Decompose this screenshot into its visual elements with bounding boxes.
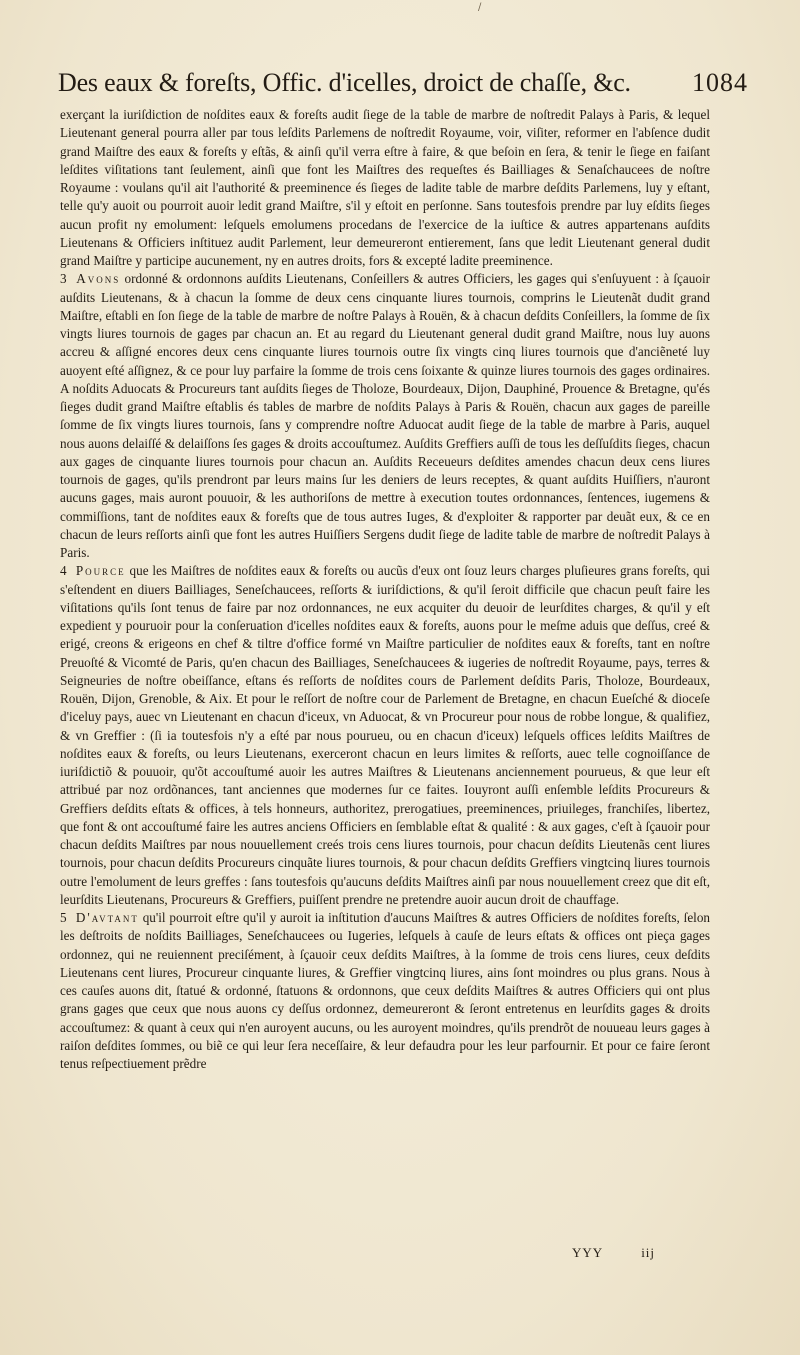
paragraph-text: ordonné & ordonnons auſdits Lieutenans, Conſeillers & autres Officiers, les gages qui s'enſuyuent : à ſçauoir auſdits Lieutenans, & à chacun la ſomme de deux cens cinquante liures tournois, comprins le Lieutenãt dudit grand Maiſtre, eſtabli en ſon ſiege de la table de marbre de noſtre Palays à Rouën, & à chacun deſdits Conſeillers, la ſomme de ſix vingts liures tournois de gages par chacun an. Et au regard du Lieutenant general dudit grand Maiſtre, nous luy auons accreu & aſſigné encores deux cens cinquante liures tournois outre ſix vingts cinq liures tournois que d'anciẽneté luy auoyent eſté aſſignez, & ce pour luy parfaire la ſomme de trois cens ſoixante & quinze liures tournois des gages ordinaires. A noſdits Aduocats & Procureurs tant auſdits ſieges de Tholoze, Bourdeaux, Dijon, Dauphiné, Prouence & Bretagne, qu'és ſieges dudit grand Maiſtre eſtablis és tables de marbre de noſdits Palays à Paris & Rouën, chacun aux gages de pareille ſomme de ſix vingts liures tournois, ſans y comprendre noſtre Aduocat audit ſiege de la table de marbre à Paris, auquel nous auons delaiſſé & delaiſſons ſes gages & droits accouſtumez. Auſdits Greffiers auſſi de tous les deſſuſdits ſieges, chacun aux gages de cinquante liures tournois pour chacun an. Auſdits Receueurs deſdites amendes chacun deux cens liures tournois de gages, qu'ils prendront par leurs mains ſur les deniers de leurs receptes, & quant auſdits Huiſſiers, n'auront aucuns gages, mais auront pouuoir, & les authoriſons de mettre à execution toutes ordonnances, ſentences, iugemens & commiſſions, tant de noſdites eaux & foreſts que de tous autres Iuges, & d'exploiter & rapporter par deuãt eux, & ce en chacun de leurs reſſorts ainſi que font les autres Huiſſiers Sergens dudit ſiege de ladite table de marbre de noſtredit Palays à Paris. (60, 271, 711, 560)
article-lead-word: Pource (75, 563, 126, 579)
article-3 (60, 270, 710, 562)
running-header (58, 68, 748, 98)
running-title: Des eaux & foreſts, Offic. d'icelles, droict de chaſſe, &c. (58, 68, 631, 97)
article-5 (60, 909, 710, 1073)
signature-letters: YYY (572, 1245, 603, 1260)
article-number: 5 (60, 910, 67, 925)
paragraph-text: que les Maiſtres de noſdites eaux & foreſts ou aucũs d'eux ont ſouz leurs charges pluſieures grans foreſts, qui s'eſtendent en diuers Bailliages, Seneſchaucees, reſſorts & iuriſdictions, & qu'il ſeroit difficile que chacun peuſt faire les viſitations qu'ils ſont tenus de faire par noz ordonnances, ne eux acquiter du deuoir de leurſdites charges, & qu'il y eſt expedient y pouruoir pour la conſeruation d'icelles noſdites eaux & foreſts, auons pour le meſme aduis que deſſus, creé & erigé, creons & erigeons en chef & tiltre d'office formé vn Maiſtre particulier de noſdites eaux & foreſts, tant en noſtre Preuoſté & Vicomté de Paris, qu'en chacun des Bailliages, Seneſchaucees & iugeries de noſtredit Royaume, pays, terres & Seigneuries de noſtre obeiſſance, eſtans és reſſorts de noſdites cours de Parlement deſdits Paris, Tholoze, Bourdeaux, Rouën, Dijon, Grenoble, & Aix. Et pour le reſſort de noſtre cour de Parlement de Bretagne, en chacun Eueſché & dioceſe d'iceluy pays, auec vn Lieutenant en chacun d'iceux, vn Aduocat, & vn Procureur pour nous de robbe longue, & qualifiez, & vn Greffier : (ſi ia toutesfois n'y a eſté par nous pourueu, ou en chacun d'iceux) leſquels offices leſdits Maiſtres de noſdites eaux & foreſts, ou leurs Lieutenans, exerceront chacun en leurs limites & reſſorts, auec telle cognoiſſance de iuriſdictiõ & pouuoir, qu'õt accouſtumé auoir les autres Maiſtres & Lieutenans anciennement pourueus, & que leur eſt attribué par noz ordõnances, tant anciennes que modernes ſur ce faites. Iouyront auſſi enſemble leſdits Procureurs & Greffiers deſdits eſtats & offices, à tels honneurs, authoritez, prerogatiues, preeminences, priuileges, franchiſes, libertez, que font & ont accouſtumé faire les autres anciens Officiers en ſemblable eſtat & qualité : & aux gages, c'eſt à ſçauoir pour chacun deſdits Maiſtres par nous nouuellement creés trois cens liures tournois, pour chacun deſdits Lieutenãs cent liures tournois, pour chacun deſdits Procureurs cinquãte liures tournois, & pour chacun deſdits Greffiers vingtcinq liures tournois outre l'emolument de leurs greffes : ſans toutesfois qu'aucuns deſdits Maiſtres ainſi par nous nouuellement creez que dit eſt, leurſdits Lieutenans, Procureurs & Greffiers, puiſſent prendre ne pretendre auoir aucun droit de chauffage. (60, 563, 711, 907)
paragraph-continuation (60, 106, 710, 270)
signature-mark (572, 1245, 655, 1261)
article-4 (60, 562, 710, 909)
article-lead-word: D'avtant (75, 910, 139, 925)
paragraph-text: qu'il pourroit eſtre qu'il y auroit ia inſtitution d'aucuns Maiſtres & autres Officiers de noſdites foreſts, ſelon les deſtroits de noſdits Bailliages, Seneſchaucees ou Iugeries, leſquels à cauſe de leurs eſtats & offices ont pieça gages ordonnez, qui ne reuiennent preciſément, à ſçauoir ceux deſdits Maiſtres, à la ſomme de trois cens liures, ceux deſdits Lieutenans cent liures, Procureur cinquante liures, & Greffier vingtcinq liures, ains ſont moindres ou plus grans. Nous à ces cauſes auons dit, ſtatué & ordonné, ſtatuons & ordonnons, que ceux deſdits Maiſtres & autres Officiers qui ont plus grans gages que ceux que nous auons cy deſſus ordonnez, demeureront & ſeront entretenus en leurſdits gages & droits accouſtumez: & quant à ceux qui n'en auroyent aucuns, ou les auroyent moindres, qu'ils prendrõt de nouueau leurs gages à raiſon deſdites ſommes, ou biẽ ce qui leur ſera neceſſaire, & leur defaudra pour les leur parfournir. Et pour ce faire ſeront tenus reſpectiuement prẽdre (60, 910, 711, 1071)
article-number: 4 (60, 563, 67, 579)
article-lead-word: Avons (76, 271, 121, 287)
body-text (60, 106, 710, 1073)
article-number: 3 (60, 271, 67, 287)
paragraph-text: exerçant la iuriſdiction de noſdites eaux & foreſts audit ſiege de la table de marbre de noſtredit Palays à Paris, & lequel Lieutenant general pourra aller par tous leſdits Parlemens de noſtredit Royaume, voir, viſiter, reformer en l'abſence dudit grand Maiſtre des eaux & foreſts y eſtãs, & ainſi qu'il verra eſtre à faire, & que beſoin en ſera, & tenir le ſiege en faiſant leſdites viſitations tant ſeulement, ainſi que font les Maiſtres des requeſtes és Bailliages & Senaſchaucees de noſtre Royaume : voulans qu'il ait l'authorité & preeminence és ſieges de ladite table de marbre deſdits Parlemens, luy y eſtant, telle qu'y auoit ou pourroit auoir ledit grand Maiſtre, s'il y eſtoit en perſonne. Sans toutesfois prendre par luy eſdits ſieges aucun profit ny emolument: leſquels emolumens procedans de l'exercice de la iuſtice & autres appartenans auſdits Lieutenans & Officiers inſtituez audit Parlement, leur demeureront entierement, ſans que ledit Lieutenant general dudit grand Maiſtre y participe aucunement, ny en autres droits, fors & excepté ladite preeminence. (60, 107, 710, 268)
page-number: 1084 (692, 68, 748, 97)
top-folio-mark: / (478, 2, 482, 13)
signature-leaf: iij (641, 1245, 656, 1260)
